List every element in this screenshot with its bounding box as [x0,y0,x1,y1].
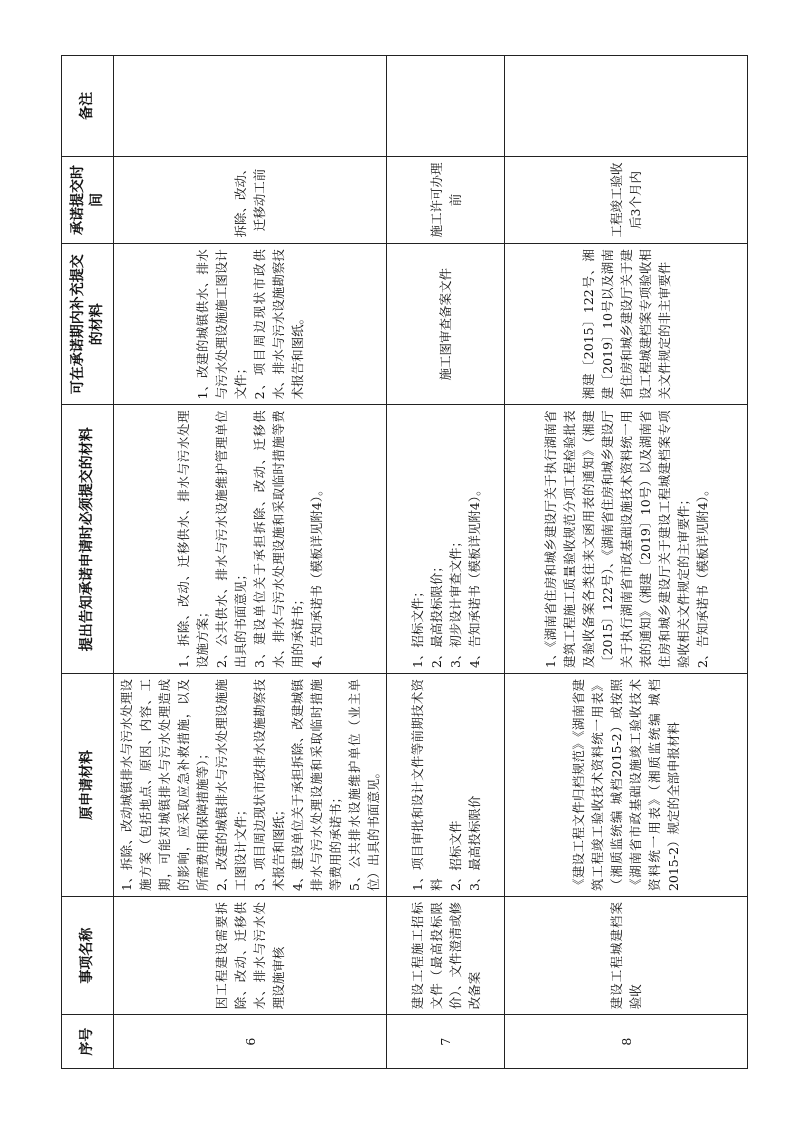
rotated-table-wrapper [61,55,726,1069]
list-item: 3、初步设计审查文件； [447,535,463,669]
header-original: 原申请材料 [62,674,114,897]
list-item: 3、最高投标限价 [466,795,482,892]
header-must-submit: 提出告知承诺申请时必须提交的材料 [62,405,114,674]
row-seq: 7 [387,1015,505,1069]
row-must-submit [387,405,505,674]
list-item: 5、公共排水设施维护单位（业主单位）出具的书面意见。 [347,679,381,892]
list-item: 2、项目周边现状市政供水、排水与污水设施勘察技术报告和图纸。 [252,249,305,400]
list-item: 2、公共供水、排水与污水设施维护管理单位出具的书面意见； [214,410,248,669]
row-later-submit [114,244,387,405]
header-name: 事项名称 [62,897,114,1015]
table-header-row [62,56,114,1069]
table-row [114,56,387,1069]
list-item: 1、拆除、改动、迁移供水、排水与污水处理设施方案； [176,410,210,669]
row-seq: 6 [114,1015,387,1069]
list-item: 3、建设单位关于承担拆除、改动、迁移供水、排水与污水处理设施和采取临时措施等费用的承诺书； [252,410,305,669]
list-item: 4、告知承诺书（模板详见附4）。 [309,483,324,669]
list-item: 2、招标文件 [447,820,463,892]
row-original: 《建设工程文件归档规范》《湖南省建筑工程竣工验收技术资料统一用表》（湘质监统编 城档2015-2）或按照《湖南省市政基础设施竣工验收技术资料统一用表》（湘质监统编 城档2015-2）规定的全部申报材料 [505,674,748,897]
row-commit-time: 工程竣工验收后3个月内 [505,156,748,243]
row-later-submit: 施工图审查备案文件 [387,244,505,405]
header-later-submit: 可在承诺期内补充提交的材料 [62,244,114,405]
list-item: 1、招标文件； [409,585,425,669]
row-later-submit: 湘建〔2015〕122号、湘建〔2019〕10号以及湖南省住房和城乡建设厅关于建设工程城建档案专项验收相关文件规定的非主审要件 [505,244,748,405]
row-commit-time: 施工许可办理前 [387,156,505,243]
table-row [505,56,748,1069]
row-must-submit [114,405,387,674]
header-commit-time: 承诺提交时间 [62,156,114,243]
row-original [387,674,505,897]
row-original [114,674,387,897]
row-remark [505,56,748,157]
list-item: 3、项目周边现状市政排水设施勘察技术报告和图纸； [252,679,286,892]
row-commit-time: 拆除、改动、迁移动工前 [114,156,387,243]
row-remark [387,56,505,157]
row-must-submit [505,405,748,674]
row-name: 建设工程城建档案验收 [505,897,748,1015]
list-item: 1、项目审批和设计文件等前期技术资料 [409,679,444,892]
list-item: 2、最高投标限价； [428,560,444,669]
row-seq: 8 [505,1015,748,1069]
list-item: 2、告知承诺书（模板详见附4）。 [694,483,710,669]
table-row [387,56,505,1069]
row-name: 建设工程施工招标文件（最高投标限价）、文件澄清或修改备案 [387,897,505,1015]
list-item: 1、拆除、改动城镇排水与污水处理设施方案（包括地点、原因、内容、工期，可能对城镇排水与污水处理造成的影响，应采取应急补救措施，以及所需费用和保障措施等）； [119,679,210,892]
row-name: 因工程建设需要拆除、改动、迁移供水、排水与污水处理设施审核 [114,897,387,1015]
row-remark [114,56,387,157]
commitment-table [61,55,748,1069]
list-item: 4、告知承诺书（模板详见附4）。 [466,483,482,669]
list-item: 4、建设单位关于承担拆除、改建城镇排水与污水处理设施和采取临时措施等费用的承诺书； [290,679,343,892]
list-item: 1、《湖南省住房和城乡建设厅关于执行湖南省建筑工程施工质量验收规范分项工程检验批表及验收备案各类往来文函用表的通知》（湘建〔2015〕122号）、《湖南省住房和城乡建设厅关于执行湖南省市政基础设施技术资料统一用表的通知》（湘建〔2019〕10号）以及湖南省住房和城乡建设厅关于建设工程城建档案专项验收相关文件规定的主审要件； [542,410,691,669]
list-item: 1、改建的城镇供水、排水与污水处理设施施工图设计文件； [195,249,248,400]
header-seq: 序号 [62,1015,114,1069]
header-remark: 备注 [62,56,114,157]
list-item: 2、改建的城镇排水与污水处理设施施工图设计文件； [214,679,248,892]
